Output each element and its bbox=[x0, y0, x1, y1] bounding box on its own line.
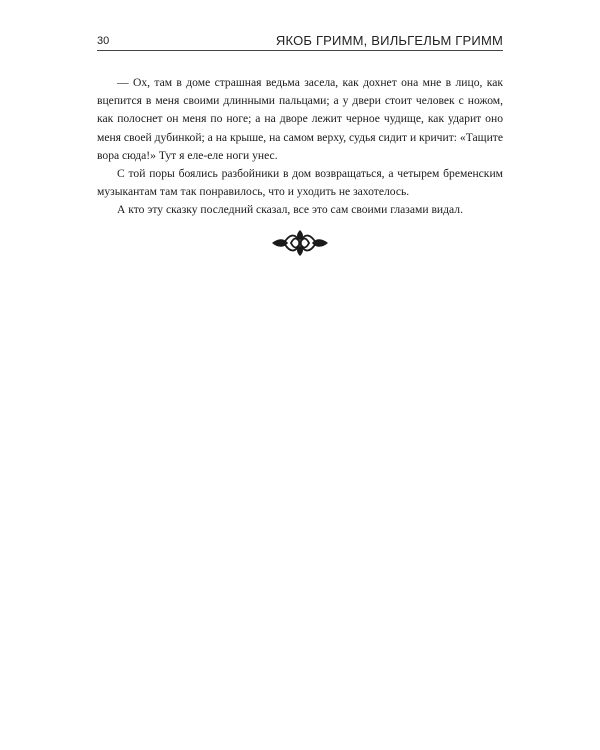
book-authors: ЯКОБ ГРИММ, ВИЛЬГЕЛЬМ ГРИММ bbox=[275, 33, 503, 48]
running-head bbox=[97, 30, 503, 51]
paragraph-1: — Ох, там в доме страшная ведьма засела, как дохнет она мне в лицо, как вцепится в меня своими длинными пальцами; а у двери стоит человек с ножом, как полоснет он меня по ноге; а на дворе лежит черное чудище, как ударит оно меня своей дубинкой; а на крыше, на самом верху, судья сидит и кричит: «Тащите вора сюда!» Тут я еле-еле ноги унес. bbox=[97, 76, 503, 162]
page-number: 30 bbox=[97, 35, 110, 47]
paragraph-3: А кто эту сказку последний сказал, все это сам своими глазами видал. bbox=[117, 203, 463, 217]
decorative-knot-ornament-icon bbox=[270, 229, 330, 257]
story-text bbox=[97, 74, 503, 220]
paragraph-2: С той поры боялись разбойники в дом возвращаться, а четырем бременским музыкантам там так понравилось, что и уходить не захотелось. bbox=[97, 167, 503, 199]
